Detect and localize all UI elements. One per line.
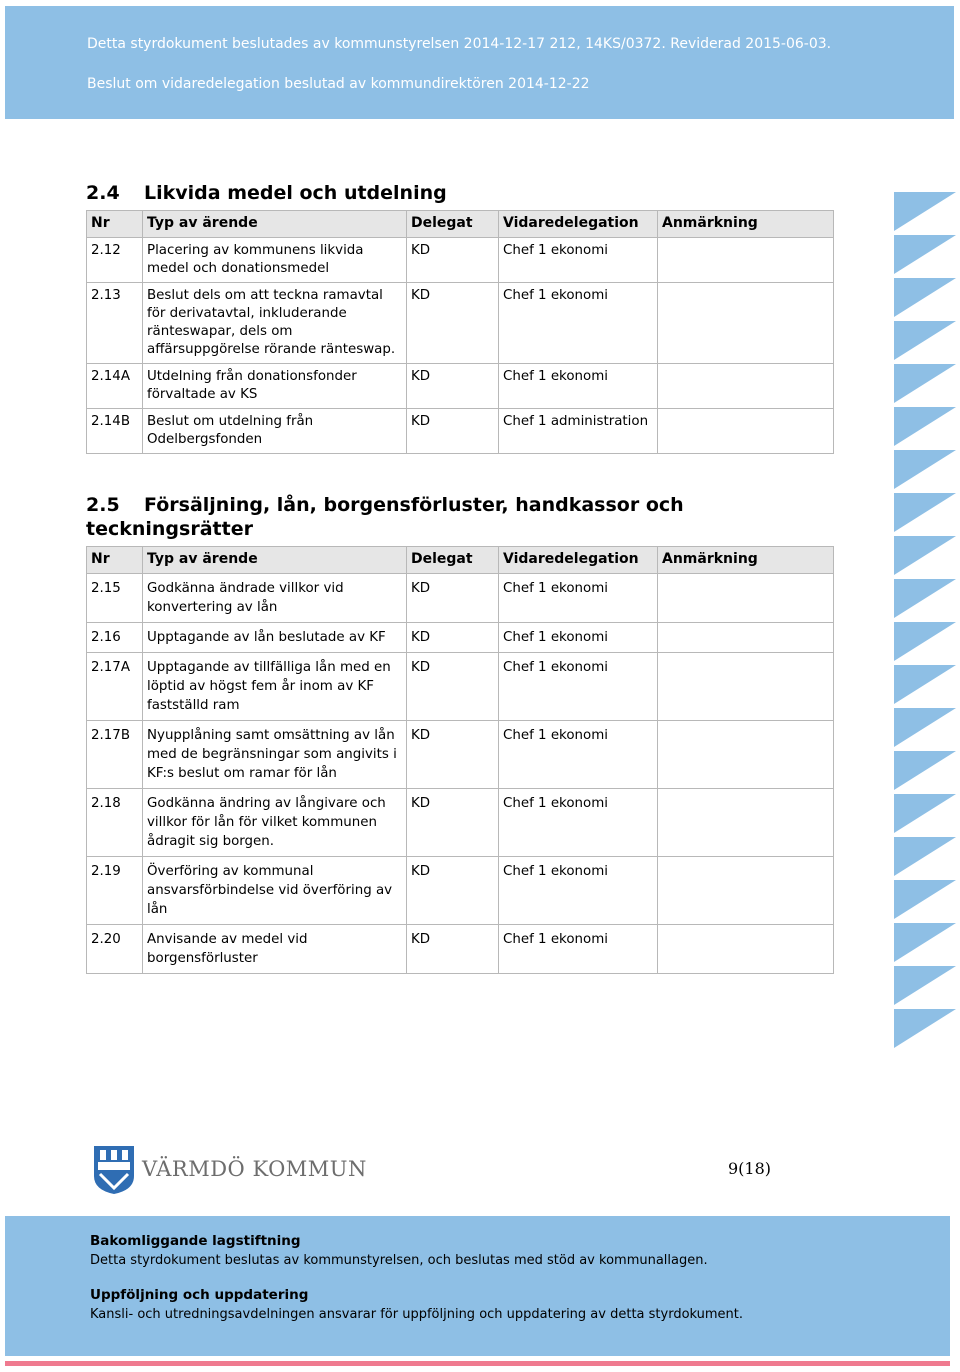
table-row	[87, 623, 834, 653]
cell-anm	[658, 574, 834, 623]
footer-accent-rule	[5, 1361, 950, 1366]
cell-nr: 2.16	[87, 623, 143, 653]
cell-typ: Överföring av kommunal ansvarsförbindelse vid överföring av lån	[143, 857, 407, 925]
varmdo-logo-icon	[94, 1146, 134, 1194]
table-row	[87, 653, 834, 721]
cell-anm	[658, 789, 834, 857]
cell-nr: 2.15	[87, 574, 143, 623]
section-heading-2-4	[86, 181, 447, 205]
table-row	[87, 925, 834, 974]
cell-nr: 2.17B	[87, 721, 143, 789]
section-number: 2.5	[86, 494, 120, 516]
cell-delegat: KD	[407, 238, 499, 283]
header-decision-line: Detta styrdokument beslutades av kommunstyrelsen 2014-12-17 212, 14KS/0372. Reviderad 2015-06-03.	[87, 36, 832, 52]
cell-vidare: Chef 1 ekonomi	[499, 364, 658, 409]
footer-text-followup: Kansli- och utredningsavdelningen ansvarar för uppföljning och uppdatering av detta styrdokument.	[90, 1307, 744, 1322]
table-header-row	[87, 211, 834, 238]
cell-anm	[658, 925, 834, 974]
cell-delegat: KD	[407, 789, 499, 857]
cell-typ: Upptagande av tillfälliga lån med en löptid av högst fem år inom av KF fastställd ram	[143, 653, 407, 721]
cell-anm	[658, 721, 834, 789]
col-nr: Nr	[87, 547, 143, 574]
col-delegat: Delegat	[407, 547, 499, 574]
col-vidaredelegation: Vidaredelegation	[499, 547, 658, 574]
table-header-row	[87, 547, 834, 574]
stripe-shape	[894, 192, 956, 1048]
cell-delegat: KD	[407, 409, 499, 454]
cell-nr: 2.14B	[87, 409, 143, 454]
cell-typ: Upptagande av lån beslutade av KF	[143, 623, 407, 653]
cell-typ: Placering av kommunens likvida medel och donationsmedel	[143, 238, 407, 283]
cell-anm	[658, 623, 834, 653]
cell-vidare: Chef 1 ekonomi	[499, 574, 658, 623]
cell-anm	[658, 364, 834, 409]
cell-vidare: Chef 1 ekonomi	[499, 857, 658, 925]
municipality-name: VÄRMDÖ KOMMUN	[142, 1157, 367, 1181]
table-row	[87, 721, 834, 789]
section-title: Likvida medel och utdelning	[144, 182, 447, 204]
cell-anm	[658, 857, 834, 925]
cell-anm	[658, 409, 834, 454]
col-vidaredelegation: Vidaredelegation	[499, 211, 658, 238]
decorative-side-stripe	[894, 192, 956, 1052]
table-row	[87, 409, 834, 454]
section-title: Försäljning, lån, borgensförluster, handkassor och teckningsrätter	[86, 494, 684, 540]
cell-nr: 2.18	[87, 789, 143, 857]
cell-delegat: KD	[407, 364, 499, 409]
cell-delegat: KD	[407, 721, 499, 789]
table-row	[87, 238, 834, 283]
cell-nr: 2.14A	[87, 364, 143, 409]
col-typ: Typ av ärende	[143, 547, 407, 574]
cell-typ: Beslut om utdelning från Odelbergsfonden	[143, 409, 407, 454]
cell-vidare: Chef 1 ekonomi	[499, 238, 658, 283]
footer-text-legislation: Detta styrdokument beslutas av kommunstyrelsen, och beslutas med stöd av kommunallagen.	[90, 1253, 708, 1268]
cell-delegat: KD	[407, 925, 499, 974]
cell-typ: Godkänna ändring av långivare och villkor för lån för vilket kommunen ådragit sig borgen.	[143, 789, 407, 857]
col-anmarkning: Anmärkning	[658, 211, 834, 238]
col-nr: Nr	[87, 211, 143, 238]
cell-typ: Utdelning från donationsfonder förvaltade av KS	[143, 364, 407, 409]
col-anmarkning: Anmärkning	[658, 547, 834, 574]
section-number: 2.4	[86, 182, 120, 204]
cell-delegat: KD	[407, 857, 499, 925]
cell-vidare: Chef 1 ekonomi	[499, 283, 658, 364]
header-delegation-line: Beslut om vidaredelegation beslutad av kommundirektören 2014-12-22	[87, 76, 590, 92]
cell-nr: 2.13	[87, 283, 143, 364]
cell-delegat: KD	[407, 574, 499, 623]
footer-panel	[5, 1216, 950, 1356]
table-row	[87, 574, 834, 623]
cell-nr: 2.19	[87, 857, 143, 925]
cell-vidare: Chef 1 ekonomi	[499, 925, 658, 974]
col-typ: Typ av ärende	[143, 211, 407, 238]
cell-vidare: Chef 1 ekonomi	[499, 789, 658, 857]
document-header-banner	[5, 6, 954, 119]
cell-delegat: KD	[407, 623, 499, 653]
cell-nr: 2.20	[87, 925, 143, 974]
cell-delegat: KD	[407, 653, 499, 721]
table-row	[87, 789, 834, 857]
cell-typ: Beslut dels om att teckna ramavtal för derivatavtal, inkluderande ränteswapar, dels om affärsuppgörelse rörande ränteswap.	[143, 283, 407, 364]
col-delegat: Delegat	[407, 211, 499, 238]
cell-typ: Nyupplåning samt omsättning av lån med de begränsningar som angivits i KF:s beslut om ramar för lån	[143, 721, 407, 789]
cell-delegat: KD	[407, 283, 499, 364]
delegation-table-2-4	[86, 210, 834, 454]
footer-heading-legislation: Bakomliggande lagstiftning	[90, 1233, 301, 1249]
table-row	[87, 283, 834, 364]
cell-vidare: Chef 1 ekonomi	[499, 623, 658, 653]
cell-vidare: Chef 1 ekonomi	[499, 721, 658, 789]
cell-anm	[658, 283, 834, 364]
cell-typ: Godkänna ändrade villkor vid konvertering av lån	[143, 574, 407, 623]
cell-vidare: Chef 1 ekonomi	[499, 653, 658, 721]
footer-heading-followup: Uppföljning och uppdatering	[90, 1287, 309, 1303]
section-heading-2-5	[86, 493, 726, 541]
cell-anm	[658, 653, 834, 721]
cell-vidare: Chef 1 administration	[499, 409, 658, 454]
delegation-table-2-5	[86, 546, 834, 974]
table-row	[87, 857, 834, 925]
page-number: 9(18)	[728, 1159, 772, 1178]
table-row	[87, 364, 834, 409]
cell-nr: 2.17A	[87, 653, 143, 721]
cell-nr: 2.12	[87, 238, 143, 283]
cell-anm	[658, 238, 834, 283]
cell-typ: Anvisande av medel vid borgensförluster	[143, 925, 407, 974]
